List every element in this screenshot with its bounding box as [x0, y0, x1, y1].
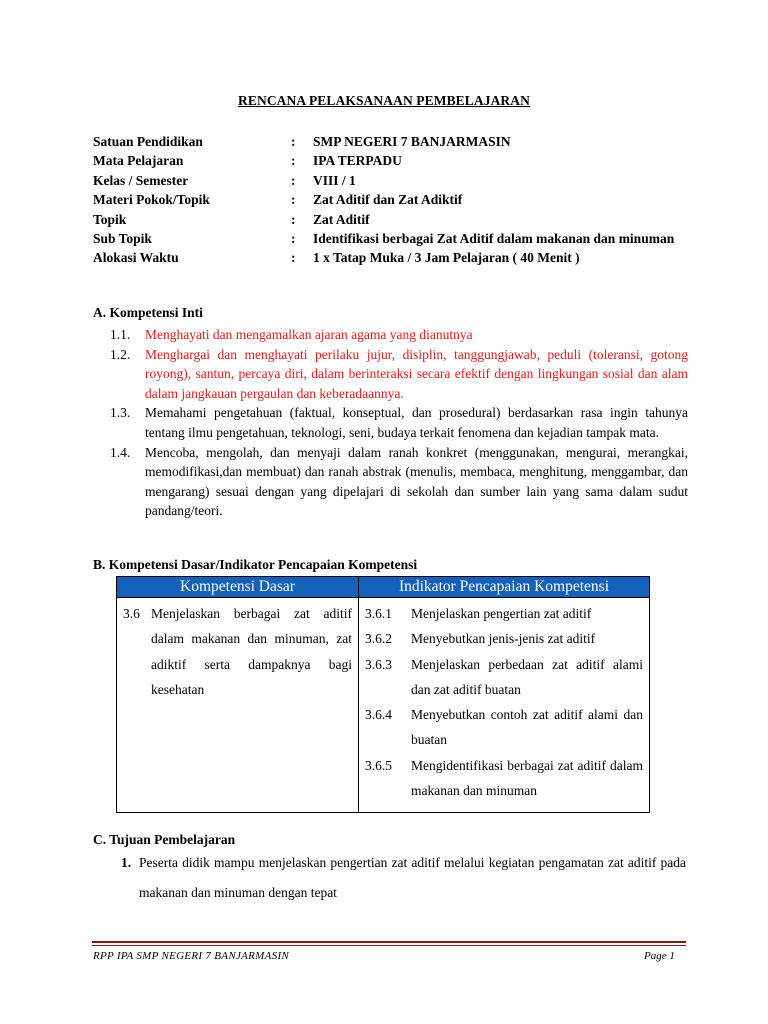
identity-label: Materi Pokok/Topik: [93, 192, 210, 208]
indicator-text: Menyebutkan jenis-jenis zat aditif: [411, 631, 596, 647]
tujuan-item: [121, 848, 686, 908]
identity-colon: :: [291, 211, 296, 227]
footer-school: RPP IPA SMP NEGERI 7 BANJARMASIN: [93, 950, 290, 962]
identity-value: Zat Aditif dan Zat Adiktif: [313, 192, 463, 208]
identity-colon: :: [291, 153, 296, 169]
indicator-item: [359, 652, 649, 703]
section-b-heading: B. Kompetensi Dasar/Indikator Pencapaian Kompetensi: [93, 557, 418, 572]
identity-label: Topik: [93, 211, 127, 227]
identity-value: IPA TERPADU: [313, 153, 402, 169]
indicator-cell: [359, 598, 650, 813]
identity-row: [93, 229, 693, 248]
table-header-kd: Kompetensi Dasar: [117, 577, 359, 598]
indicator-number: 3.6.2: [365, 631, 392, 647]
footer-page-number: Page 1: [644, 950, 675, 962]
identity-value: Zat Aditif: [313, 211, 370, 227]
identity-colon: :: [291, 231, 296, 247]
indicator-text: Menjelaskan pengertian zat aditif: [411, 606, 592, 621]
competency-table: [116, 576, 650, 813]
identity-colon: :: [291, 172, 296, 188]
identity-value: SMP NEGERI 7 BANJARMASIN: [313, 134, 511, 149]
kompetensi-inti-list: [110, 325, 688, 521]
indicator-text: Menyebutkan contoh zat aditif alami dan buatan: [411, 707, 643, 748]
ki-number: 1.4.: [110, 444, 131, 460]
identity-label: Alokasi Waktu: [93, 250, 179, 266]
indicator-item: [359, 753, 649, 804]
ki-number: 1.1.: [110, 327, 131, 342]
identity-colon: :: [291, 250, 296, 266]
identity-label: Satuan Pendidikan: [93, 134, 203, 149]
ki-text: Memahami pengetahuan (faktual, konseptual, dan prosedural) berdasarkan rasa ingin tahunya tentang ilmu pengetahuan, teknologi, seni, budaya terkait fenomena dan kejadian tampak mata.: [145, 405, 688, 440]
identity-value: VIII / 1: [313, 172, 356, 188]
tujuan-number: 1.: [121, 855, 132, 870]
identity-label: Mata Pelajaran: [93, 153, 184, 169]
identity-row: [93, 190, 693, 209]
ki-item: [110, 325, 688, 345]
section-c-heading: C. Tujuan Pembelajaran: [93, 832, 236, 847]
indicator-number: 3.6.1: [365, 606, 392, 621]
tujuan-list: [121, 848, 686, 908]
indicator-item: [359, 601, 649, 626]
identity-label: Kelas / Semester: [93, 172, 189, 188]
indicator-number: 3.6.3: [365, 656, 392, 672]
identity-value: 1 x Tatap Muka / 3 Jam Pelajaran ( 40 Menit ): [313, 250, 580, 266]
kd-number: 3.6: [123, 606, 140, 621]
identity-block: [93, 132, 693, 268]
identity-value: Identifikasi berbagai Zat Aditif dalam makanan dan minuman: [313, 231, 675, 247]
ki-number: 1.3.: [110, 405, 131, 421]
table-header-indicator: Indikator Pencapaian Kompetensi: [359, 577, 650, 598]
indicator-number: 3.6.4: [365, 707, 392, 723]
indicator-text: Mengidentifikasi berbagai zat aditif dalam makanan dan minuman: [411, 757, 643, 799]
identity-row: [93, 248, 693, 267]
indicator-number: 3.6.5: [365, 757, 392, 773]
indicator-item: [359, 626, 649, 651]
kd-text: Menjelaskan berbagai zat aditif dalam makanan dan minuman, zat adiktif serta dampaknya bagi kesehatan: [151, 606, 352, 697]
footer-rule-thin: [92, 945, 686, 946]
identity-row: [93, 171, 693, 190]
ki-text: Mencoba, mengolah, dan menyaji dalam ranah konkret (menggunakan, mengurai, merangkai, memodifikasi,dan membuat) dan ranah abstrak (menulis, membaca, menghitung, menggambar, dan mengarang) sesuai dengan yang dipelajari di sekolah dan sumber lain yang sama dalam sudut pandang/teori.: [145, 444, 688, 519]
tujuan-text: Peserta didik mampu menjelaskan pengertian zat aditif melalui kegiatan pengamatan zat aditif pada makanan dan minuman dengan tepat: [139, 855, 686, 900]
identity-colon: :: [291, 192, 296, 208]
ki-text: Menghayati dan mengamalkan ajaran agama yang dianutnya: [145, 327, 473, 342]
indicator-item: [359, 702, 649, 753]
document-title: RENCANA PELAKSANAAN PEMBELAJARAN: [238, 93, 530, 108]
kd-cell: [117, 598, 359, 813]
ki-item: [110, 345, 688, 404]
indicator-text: Menjelaskan perbedaan zat aditif alami dan zat aditif buatan: [411, 656, 643, 697]
ki-item: [110, 403, 688, 442]
footer-rule: [92, 941, 686, 943]
ki-item: [110, 443, 688, 521]
section-a-heading: A. Kompetensi Inti: [93, 305, 203, 320]
identity-label: Sub Topik: [93, 231, 152, 247]
ki-number: 1.2.: [110, 346, 131, 362]
identity-row: [93, 151, 693, 170]
identity-row: [93, 210, 693, 229]
identity-row: [93, 132, 693, 151]
ki-text: Menghargai dan menghayati perilaku jujur, disiplin, tanggungjawab, peduli (toleransi, gotong royong), santun, percaya diri, dalam berinteraksi secara efektif dengan lingkungan sosial dan alam dalam jangkauan pergaulan dan keberadaannya.: [145, 346, 688, 401]
identity-colon: :: [291, 134, 296, 149]
